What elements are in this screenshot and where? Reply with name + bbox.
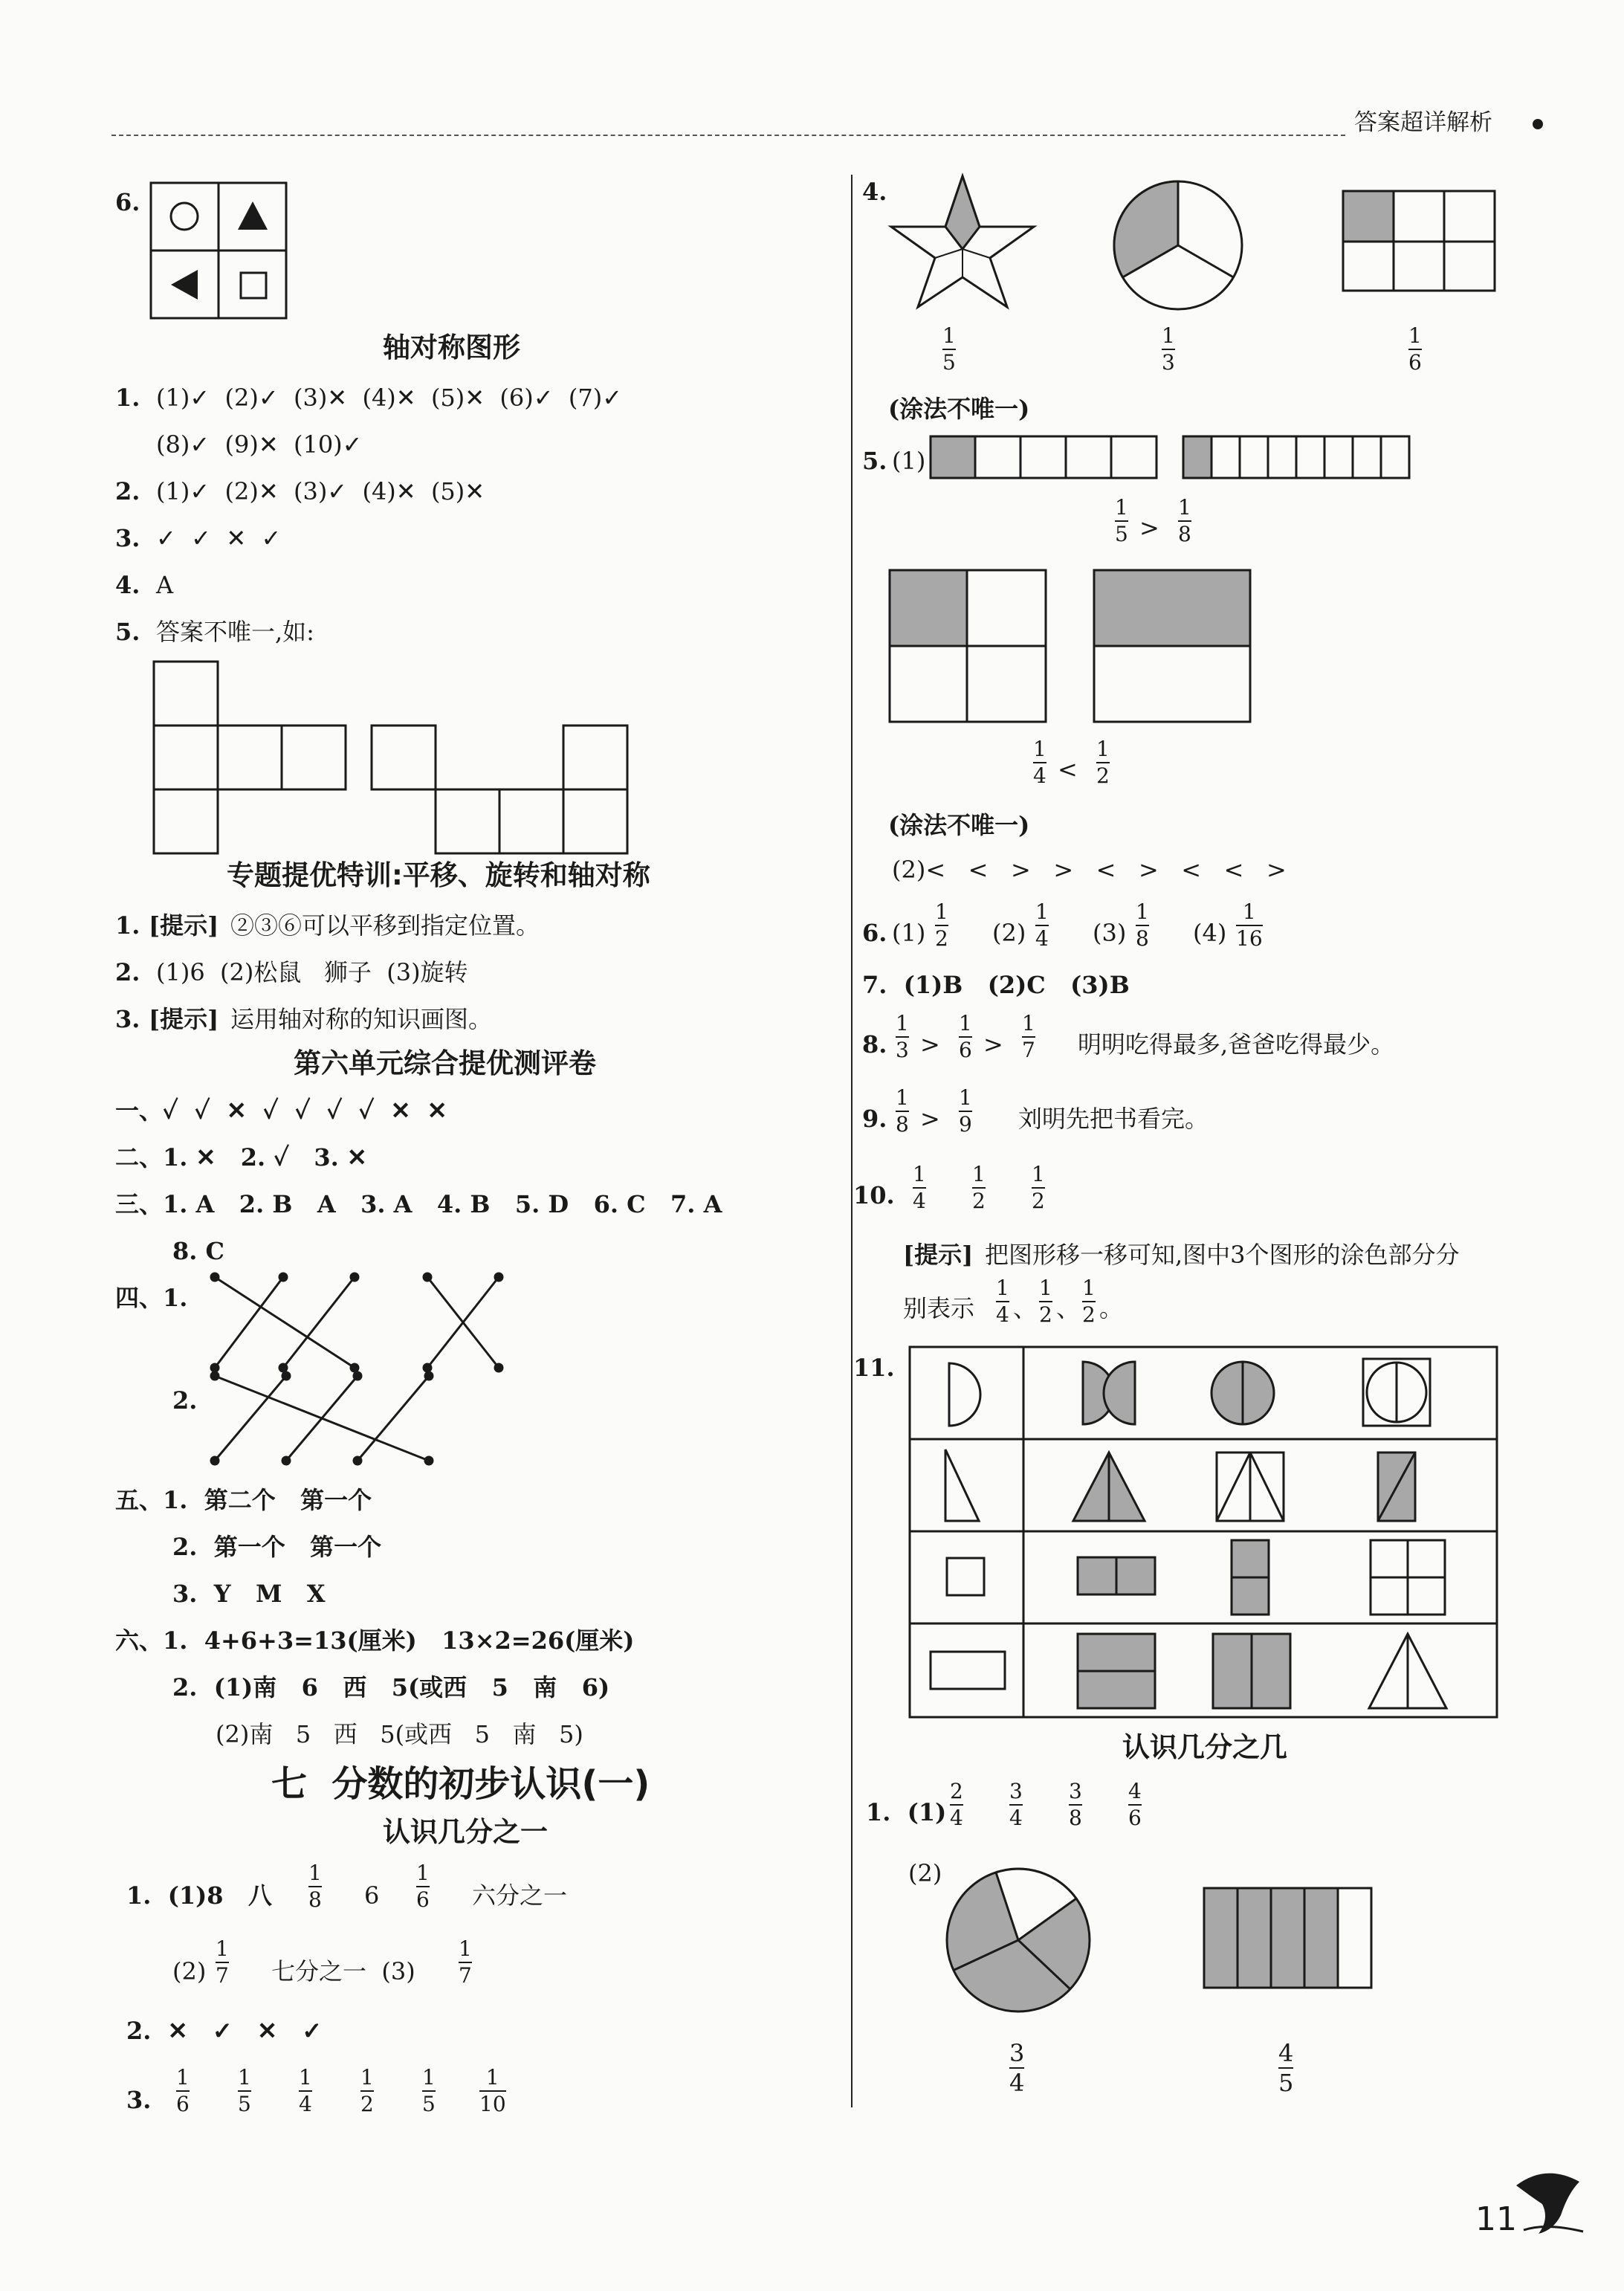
sev-frac-1: 2 4 bbox=[950, 1779, 963, 1830]
unit6-part4-1: 四、1. bbox=[115, 1284, 188, 1312]
r-q6-frac-4: 1 16 bbox=[1236, 899, 1263, 951]
r-q10-sep-2: 、 bbox=[1056, 1294, 1081, 1322]
r-q10-frac-6: 1 2 bbox=[1082, 1276, 1096, 1327]
r-q6-frac-3: 1 8 bbox=[1136, 899, 1149, 951]
q4-fraction-1-5: 1 5 bbox=[942, 323, 956, 375]
sev-frac-4: 4 6 bbox=[1128, 1779, 1142, 1830]
section-axis-symmetry: 轴对称图形 bbox=[383, 332, 520, 363]
r-q9-gt: > bbox=[920, 1105, 940, 1133]
r-q8-number: 8. bbox=[862, 1030, 887, 1059]
r-q8-frac-3: 1 7 bbox=[1022, 1011, 1035, 1062]
unit6-part2: 二、1. ✕ 2. ✓ 3. ✕ bbox=[115, 1143, 367, 1172]
special-q3-num: 3. bbox=[115, 1005, 140, 1033]
cube-net-drawings bbox=[152, 660, 628, 853]
r-q10-number: 10. bbox=[853, 1181, 895, 1209]
axis-q1: (1)✓ (2)✓ (3)✕ (4)✕ (5)✕ (6)✓ (7)✓ bbox=[156, 384, 623, 412]
r-q8-frac-1: 1 3 bbox=[896, 1011, 909, 1062]
q3-fraction-5: 1 5 bbox=[422, 2065, 436, 2116]
r-q10-hint: [提示] bbox=[903, 1241, 974, 1269]
one-q1a-pre: 1. (1)8 八 bbox=[126, 1881, 272, 1910]
r-q8-frac-2: 1 6 bbox=[959, 1011, 972, 1062]
header-title: 答案超详解析 bbox=[1354, 109, 1492, 136]
unit6-part5-3: 3. Y M X bbox=[172, 1580, 326, 1608]
cmp-frac-1-5: 1 5 bbox=[1115, 495, 1128, 546]
axis-q1-num: 1. bbox=[115, 384, 140, 412]
axis-q5: 答案不唯一,如: bbox=[156, 618, 314, 646]
axis-q2-num: 2. bbox=[115, 477, 140, 505]
r-q8-text: 明明吃得最多,爸爸吃得最少。 bbox=[1078, 1030, 1395, 1059]
column-divider bbox=[851, 175, 853, 2107]
special-q2: (1)6 (2)松鼠 狮子 (3)旋转 bbox=[156, 958, 468, 986]
q4-fraction-1-3: 1 3 bbox=[1162, 323, 1175, 375]
fraction-1-8: 1 8 bbox=[308, 1861, 322, 1912]
unit6-part3b: 8. C bbox=[172, 1237, 225, 1265]
q3-fraction-1: 1 6 bbox=[176, 2065, 190, 2116]
r-q10-period: 。 bbox=[1099, 1294, 1124, 1322]
r-q6-label-4: (4) bbox=[1193, 919, 1227, 947]
one-q1a-mid: 6 bbox=[364, 1881, 380, 1910]
fraction-1-7-b: 1 7 bbox=[459, 1936, 472, 1988]
cmp-frac-1-8: 1 8 bbox=[1178, 495, 1191, 546]
note-1: (涂法不唯一) bbox=[888, 395, 1030, 423]
r-q9-text: 刘明先把书看完。 bbox=[1018, 1105, 1209, 1133]
section-unit-fraction: 认识几分之一 bbox=[383, 1816, 548, 1848]
r-q6-number: 6. bbox=[862, 919, 887, 947]
one-q3: 3. bbox=[126, 2086, 152, 2114]
q11-shape-table bbox=[908, 1345, 1499, 1721]
r-q6-label-1: (1) bbox=[892, 919, 926, 947]
circle-three-fourths-shaded bbox=[944, 1866, 1093, 2014]
q3-fraction-2: 1 5 bbox=[238, 2065, 251, 2116]
unit6-part6-3: (2)南 5 西 5(或西 5 南 5) bbox=[216, 1720, 583, 1748]
square-one-half-shaded bbox=[1093, 569, 1252, 725]
special-q1-hint: [提示] bbox=[149, 911, 219, 940]
note-2: (涂法不唯一) bbox=[888, 811, 1030, 839]
one-q1a-post: 六分之一 bbox=[472, 1881, 568, 1910]
r-q6-label-2: (2) bbox=[992, 919, 1026, 947]
header-rule bbox=[111, 135, 1345, 136]
rect-one-sixth-shaded bbox=[1342, 190, 1498, 294]
r-q10-frac-2: 1 2 bbox=[972, 1162, 986, 1213]
section-unit6-test: 第六单元综合提优测评卷 bbox=[294, 1047, 596, 1079]
header-dot bbox=[1533, 119, 1543, 129]
axis-q3-num: 3. bbox=[115, 524, 140, 552]
unit6-part6-2: 2. (1)南 6 西 5(或西 5 南 6) bbox=[172, 1673, 610, 1702]
square-one-fourth-shaded bbox=[888, 569, 1048, 725]
sev-frac-4-5: 4 5 bbox=[1278, 2039, 1294, 2097]
r-q10-sep-1: 、 bbox=[1013, 1294, 1038, 1322]
r-q10-text1: 把图形移一移可知,图中3个图形的涂色部分分 bbox=[985, 1241, 1460, 1269]
special-q1: ②③⑥可以平移到指定位置。 bbox=[230, 911, 540, 940]
matching-lines-1 bbox=[212, 1271, 509, 1375]
q6-shape-grid bbox=[150, 182, 288, 320]
axis-q3: ✓ ✓ ✕ ✓ bbox=[156, 524, 282, 552]
fraction-1-7-a: 1 7 bbox=[216, 1936, 229, 1988]
q6-number: 6. bbox=[115, 188, 140, 216]
matching-lines-2 bbox=[212, 1371, 509, 1468]
cmp-sign-gt: > bbox=[1139, 514, 1159, 542]
unit6-part5-1: 五、1. 第二个 第一个 bbox=[115, 1486, 372, 1514]
r-q10-frac-3: 1 2 bbox=[1032, 1162, 1045, 1213]
unit6-part4-2: 2. bbox=[172, 1386, 198, 1415]
unit6-part5-2: 2. 第一个 第一个 bbox=[172, 1533, 382, 1561]
unit6-part1: 一、✓ ✓ ✕ ✓ ✓ ✓ ✓ ✕ ✕ bbox=[115, 1096, 447, 1125]
rect-four-fifths-shaded bbox=[1203, 1887, 1374, 1991]
special-q3-hint: [提示] bbox=[149, 1005, 219, 1033]
strip-one-eighth bbox=[1182, 435, 1412, 479]
axis-q1b: (8)✓ (9)✕ (10)✓ bbox=[156, 430, 363, 459]
r-q10-frac-1: 1 4 bbox=[913, 1162, 926, 1213]
circle-one-third-shaded bbox=[1111, 178, 1245, 312]
page-number: 11 bbox=[1475, 2200, 1517, 2238]
axis-q4-num: 4. bbox=[115, 571, 140, 599]
cmp-frac-1-2: 1 2 bbox=[1096, 737, 1110, 788]
r-q8-gt-2: > bbox=[983, 1030, 1003, 1059]
r-q6-frac-1: 1 2 bbox=[935, 899, 948, 951]
unit6-part6-1: 六、1. 4+6+3=13(厘米) 13×2=26(厘米) bbox=[115, 1626, 635, 1655]
q3-fraction-3: 1 4 bbox=[299, 2065, 312, 2116]
r-q9-frac-1: 1 8 bbox=[896, 1085, 909, 1137]
q4-fraction-1-6: 1 6 bbox=[1408, 323, 1422, 375]
r-q4-number: 4. bbox=[862, 178, 887, 206]
r-q10-frac-4: 1 4 bbox=[996, 1276, 1009, 1327]
r-q11-number: 11. bbox=[853, 1354, 895, 1382]
chapter7-title: 七 分数的初步认识(一) bbox=[271, 1763, 650, 1805]
q3-fraction-6: 1 10 bbox=[479, 2065, 506, 2116]
r-q10-frac-5: 1 2 bbox=[1039, 1276, 1052, 1327]
unit6-part3: 三、1. A 2. B A 3. A 4. B 5. D 6. C 7. A bbox=[115, 1190, 722, 1218]
sev-q1: 1. (1) bbox=[866, 1798, 947, 1826]
r-q5-1: (1) bbox=[892, 447, 926, 475]
fraction-1-6: 1 6 bbox=[416, 1861, 430, 1912]
cmp-frac-1-4: 1 4 bbox=[1033, 737, 1046, 788]
r-q6-label-3: (3) bbox=[1093, 919, 1127, 947]
star-one-fifth-shaded bbox=[888, 175, 1037, 308]
axis-q2: (1)✓ (2)✕ (3)✓ (4)✕ (5)✕ bbox=[156, 477, 485, 505]
strip-one-fifth bbox=[929, 435, 1159, 479]
special-q1-num: 1. bbox=[115, 911, 140, 940]
section-special-training: 专题提优特训:平移、旋转和轴对称 bbox=[227, 859, 650, 891]
cmp-sign-lt: < bbox=[1058, 755, 1078, 783]
r-q5-2: (2)< < > > < > < < > bbox=[892, 856, 1287, 884]
sev-q1b: (2) bbox=[908, 1859, 942, 1887]
sev-frac-3-4: 3 4 bbox=[1009, 2039, 1025, 2097]
r-q5-number: 5. bbox=[862, 447, 887, 475]
r-q9-number: 9. bbox=[862, 1105, 887, 1133]
q3-fraction-4: 1 2 bbox=[360, 2065, 374, 2116]
r-q9-frac-2: 1 9 bbox=[959, 1085, 972, 1137]
one-q2: 2. ✕ ✓ ✕ ✓ bbox=[126, 2017, 323, 2045]
r-q6-frac-2: 1 4 bbox=[1035, 899, 1049, 951]
section-several-parts: 认识几分之几 bbox=[1122, 1731, 1287, 1763]
dolphin-icon bbox=[1509, 2163, 1591, 2237]
axis-q5-num: 5. bbox=[115, 618, 140, 646]
special-q3: 运用轴对称的知识画图。 bbox=[230, 1005, 493, 1033]
sev-frac-2: 3 4 bbox=[1009, 1779, 1023, 1830]
r-q10-text2: 别表示 bbox=[903, 1294, 975, 1322]
sev-frac-3: 3 8 bbox=[1069, 1779, 1082, 1830]
one-q1b-mid: 七分之一 (3) bbox=[271, 1957, 415, 1985]
r-q8-gt-1: > bbox=[920, 1030, 940, 1059]
axis-q4: A bbox=[156, 571, 174, 599]
r-q7: 7. (1)B (2)C (3)B bbox=[862, 971, 1130, 999]
special-q2-num: 2. bbox=[115, 958, 140, 986]
one-q1b-pre: (2) bbox=[172, 1957, 207, 1985]
